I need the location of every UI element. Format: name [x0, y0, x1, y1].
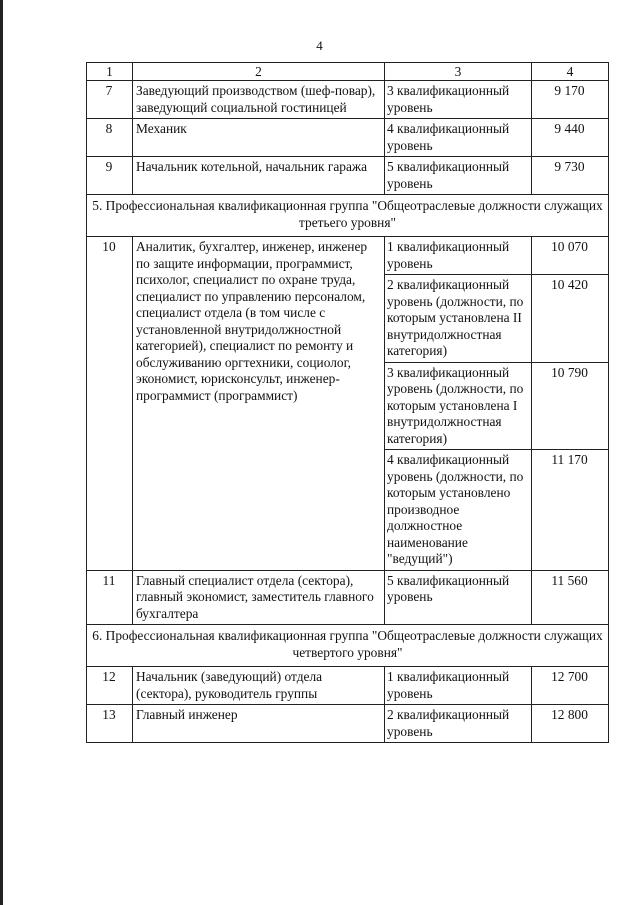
- salary-cell: 10 790: [532, 362, 609, 450]
- row-number: 8: [87, 119, 133, 157]
- level-cell: 5 квалификационный уровень: [385, 570, 532, 625]
- row-number: 12: [87, 667, 133, 705]
- table-header-row: [87, 63, 609, 81]
- row-number: 13: [87, 705, 133, 743]
- table-row-7: [87, 81, 609, 119]
- salary-cell: 9 730: [532, 157, 609, 195]
- position-cell: Начальник (заведующий) отдела (сектора), руководитель группы: [133, 667, 385, 705]
- level-cell: 3 квалификационный уровень (должности, по которым установлена I внутридолжностная категория): [385, 362, 532, 450]
- position-cell: Механик: [133, 119, 385, 157]
- header-cell-2: 2: [133, 63, 385, 81]
- level-cell: 5 квалификационный уровень: [385, 157, 532, 195]
- page-number: 4: [316, 38, 323, 53]
- salary-cell: 12 800: [532, 705, 609, 743]
- position-cell: Заведующий производством (шеф-повар), заведующий социальной гостиницей: [133, 81, 385, 119]
- scan-edge: [0, 0, 3, 905]
- level-cell: 4 квалификационный уровень: [385, 119, 532, 157]
- position-cell: Главный инженер: [133, 705, 385, 743]
- salary-cell: 10 420: [532, 275, 609, 363]
- salary-table: [86, 62, 609, 743]
- row-number: 7: [87, 81, 133, 119]
- header-cell-3: 3: [385, 63, 532, 81]
- salary-cell: 9 170: [532, 81, 609, 119]
- level-cell: 1 квалификационный уровень: [385, 237, 532, 275]
- table-row-13: [87, 705, 609, 743]
- row-number: 10: [87, 237, 133, 571]
- position-cell: Аналитик, бухгалтер, инженер, инженер по защите информации, программист, психолог, специалист по охране труда, специалист по управлению персоналом, специалист отдела (в том числе с установленной внутридолжностной категорией), специалист по ремонту и обслуживанию оргтехники, социолог, экономист, юрисконсульт, инженер-программист (программист): [133, 237, 385, 571]
- table-row-8: [87, 119, 609, 157]
- salary-cell: 11 170: [532, 450, 609, 571]
- table-row-10-level-1: [87, 237, 609, 275]
- level-cell: 3 квалификационный уровень: [385, 81, 532, 119]
- level-cell: 2 квалификационный уровень (должности, по которым установлена II внутридолжностная категория): [385, 275, 532, 363]
- level-cell: 2 квалификационный уровень: [385, 705, 532, 743]
- salary-cell: 11 560: [532, 570, 609, 625]
- position-cell: Начальник котельной, начальник гаража: [133, 157, 385, 195]
- group-6-title: 6. Профессиональная квалификационная группа "Общеотраслевые должности служащих четвертого уровня": [87, 625, 609, 667]
- level-cell: 4 квалификационный уровень (должности, по которым установлено производное должностное наименование "ведущий"): [385, 450, 532, 571]
- row-number: 9: [87, 157, 133, 195]
- table-row-9: [87, 157, 609, 195]
- level-cell: 1 квалификационный уровень: [385, 667, 532, 705]
- table-row-11: [87, 570, 609, 625]
- table-row-12: [87, 667, 609, 705]
- salary-cell: 9 440: [532, 119, 609, 157]
- group-5-title: 5. Профессиональная квалификационная группа "Общеотраслевые должности служащих третьего уровня": [87, 195, 609, 237]
- salary-cell: 10 070: [532, 237, 609, 275]
- salary-cell: 12 700: [532, 667, 609, 705]
- group-5-row: [87, 195, 609, 237]
- group-6-row: [87, 625, 609, 667]
- header-cell-1: 1: [87, 63, 133, 81]
- header-cell-4: 4: [532, 63, 609, 81]
- position-cell: Главный специалист отдела (сектора), главный экономист, заместитель главного бухгалтера: [133, 570, 385, 625]
- row-number: 11: [87, 570, 133, 625]
